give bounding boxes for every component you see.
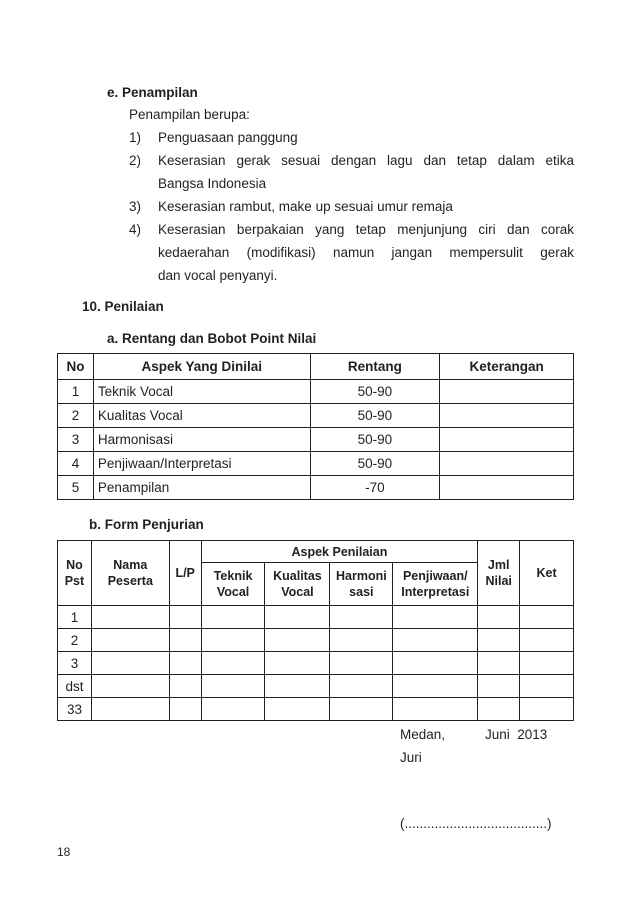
signature-blank-line: (......................................)	[400, 816, 552, 831]
cell-no: 5	[58, 476, 94, 500]
rentang-table	[57, 353, 574, 500]
col-header-aspek-penilaian: Aspek Penilaian	[201, 541, 478, 563]
cell-keterangan	[440, 476, 574, 500]
header-penjiwaan-line-1: Penjiwaan/	[402, 569, 468, 583]
table-row	[58, 428, 574, 452]
cell-lp	[169, 675, 201, 698]
cell-teknik	[201, 629, 265, 652]
cell-rentang: 50-90	[310, 380, 440, 404]
cell-rentang: 50-90	[310, 404, 440, 428]
header-penjiwaan-line-2: Interpretasi	[401, 585, 470, 599]
cell-keterangan	[440, 380, 574, 404]
signature-place: Medan,	[400, 727, 446, 742]
col-header-ket: Ket	[520, 541, 574, 606]
table-row	[58, 476, 574, 500]
cell-no: 3	[58, 652, 92, 675]
subsection-b-heading: b. Form Penjurian	[89, 517, 204, 532]
header-teknik-line-2: Vocal	[216, 585, 250, 599]
cell-nama	[91, 675, 169, 698]
cell-kualitas	[265, 675, 330, 698]
cell-aspek: Teknik Vocal	[93, 380, 310, 404]
list-num-1: 1)	[129, 130, 142, 145]
table-row	[58, 698, 574, 721]
header-nama-line-1: Nama	[113, 558, 148, 572]
penjurian-table	[57, 540, 574, 721]
header-harmoni-line-1: Harmoni	[336, 569, 387, 583]
cell-rentang: 50-90	[310, 428, 440, 452]
cell-kualitas	[265, 606, 330, 629]
cell-no: 33	[58, 698, 92, 721]
cell-nama	[91, 698, 169, 721]
cell-no: 2	[58, 629, 92, 652]
table-row	[58, 452, 574, 476]
cell-no: 2	[58, 404, 94, 428]
section-e-intro: Penampilan berupa:	[129, 107, 250, 122]
cell-aspek: Harmonisasi	[93, 428, 310, 452]
cell-no: 1	[58, 380, 94, 404]
table-row	[58, 404, 574, 428]
cell-harmoni	[330, 629, 393, 652]
cell-penjiwaan	[393, 675, 478, 698]
col-header-no-pst	[58, 541, 92, 606]
header-no-line-2: Pst	[64, 574, 85, 588]
cell-no: dst	[58, 675, 92, 698]
cell-kualitas	[265, 698, 330, 721]
col-header-kualitas-vocal	[265, 563, 330, 606]
header-kualitas-line-1: Kualitas	[273, 569, 322, 583]
cell-ket	[520, 652, 574, 675]
col-header-no: No	[58, 354, 94, 380]
section-e-heading: e. Penampilan	[107, 85, 198, 100]
cell-penjiwaan	[393, 629, 478, 652]
cell-ket	[520, 698, 574, 721]
col-header-teknik-vocal	[201, 563, 265, 606]
cell-lp	[169, 652, 201, 675]
table-header-row	[58, 541, 574, 563]
header-harmoni-line-2: sasi	[349, 585, 374, 599]
table-row	[58, 629, 574, 652]
cell-keterangan	[440, 404, 574, 428]
cell-penjiwaan	[393, 652, 478, 675]
header-kualitas-line-2: Vocal	[281, 585, 314, 599]
col-header-harmonisasi	[330, 563, 393, 606]
col-header-keterangan: Keterangan	[440, 354, 574, 380]
section-10-heading: 10. Penilaian	[82, 299, 164, 314]
cell-penjiwaan	[393, 698, 478, 721]
cell-penjiwaan	[393, 606, 478, 629]
col-header-penjiwaan	[393, 563, 478, 606]
table-row	[58, 380, 574, 404]
header-no-line-1: No	[66, 558, 83, 572]
cell-ket	[520, 629, 574, 652]
cell-rentang: 50-90	[310, 452, 440, 476]
header-jml-line-1: Jml	[487, 558, 510, 572]
cell-jml	[478, 629, 520, 652]
cell-ket	[520, 675, 574, 698]
cell-no: 4	[58, 452, 94, 476]
cell-lp	[169, 698, 201, 721]
header-teknik-line-1: Teknik	[213, 569, 253, 583]
cell-harmoni	[330, 698, 393, 721]
list-item-2-line-2: Bangsa Indonesia	[158, 176, 267, 191]
cell-lp	[169, 629, 201, 652]
signature-date: Juni 2013	[485, 727, 548, 742]
cell-harmoni	[330, 652, 393, 675]
cell-jml	[478, 675, 520, 698]
cell-teknik	[201, 698, 265, 721]
cell-nama	[91, 629, 169, 652]
cell-kualitas	[265, 629, 330, 652]
subsection-a-heading: a. Rentang dan Bobot Point Nilai	[107, 331, 317, 346]
col-header-aspek: Aspek Yang Dinilai	[93, 354, 310, 380]
cell-aspek: Penampilan	[93, 476, 310, 500]
cell-lp	[169, 606, 201, 629]
page-number: 18	[57, 845, 71, 859]
cell-harmoni	[330, 675, 393, 698]
cell-no: 3	[58, 428, 94, 452]
cell-jml	[478, 606, 520, 629]
cell-no: 1	[58, 606, 92, 629]
list-item-1: Penguasaan panggung	[158, 130, 298, 145]
cell-aspek: Kualitas Vocal	[93, 404, 310, 428]
col-header-lp: L/P	[169, 541, 201, 606]
col-header-nama-peserta	[91, 541, 169, 606]
cell-teknik	[201, 652, 265, 675]
cell-aspek: Penjiwaan/Interpretasi	[93, 452, 310, 476]
signature-role: Juri	[400, 750, 422, 765]
cell-keterangan	[440, 428, 574, 452]
list-item-3: Keserasian rambut, make up sesuai umur remaja	[158, 199, 453, 214]
cell-nama	[91, 652, 169, 675]
list-item-4-line-2: kedaerahan (modifikasi) namun jangan mempersulit gerak	[158, 245, 574, 260]
cell-jml	[478, 652, 520, 675]
list-item-2-line-1: Keserasian gerak sesuai dengan lagu dan tetap dalam etika	[158, 153, 574, 168]
cell-teknik	[201, 606, 265, 629]
col-header-rentang: Rentang	[310, 354, 440, 380]
table-header-row	[58, 354, 574, 380]
table-row	[58, 606, 574, 629]
list-num-3: 3)	[129, 199, 142, 214]
cell-keterangan	[440, 452, 574, 476]
cell-rentang: -70	[310, 476, 440, 500]
cell-kualitas	[265, 652, 330, 675]
cell-teknik	[201, 675, 265, 698]
table-row	[58, 652, 574, 675]
cell-jml	[478, 698, 520, 721]
list-item-4-line-1: Keserasian berpakaian yang tetap menjunjung ciri dan corak	[158, 222, 574, 237]
header-jml-line-2: Nilai	[485, 574, 512, 588]
list-item-4-line-3: dan vocal penyanyi.	[158, 268, 278, 283]
cell-harmoni	[330, 606, 393, 629]
col-header-jml-nilai	[478, 541, 520, 606]
list-num-4: 4)	[129, 222, 142, 237]
cell-ket	[520, 606, 574, 629]
list-num-2: 2)	[129, 153, 142, 168]
table-row	[58, 675, 574, 698]
cell-nama	[91, 606, 169, 629]
header-nama-line-2: Peserta	[107, 574, 153, 588]
